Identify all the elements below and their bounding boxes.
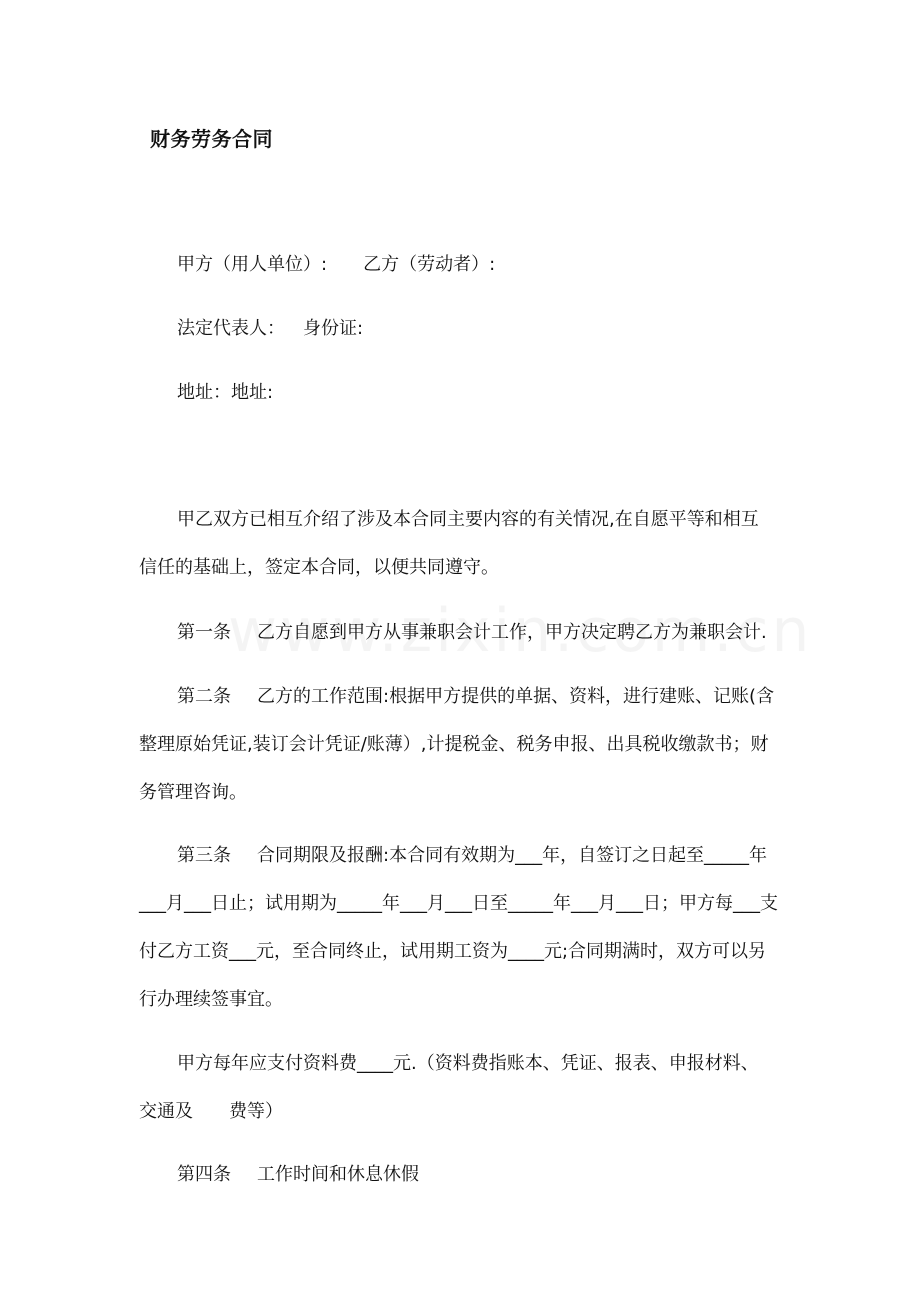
article-3-text-1: 合同期限及报酬:本合同有效期为___年，自签订之日起至_____年 <box>257 845 768 866</box>
party-a-label: 甲方（用人单位）: <box>177 254 328 275</box>
materials-line-2 <box>139 1100 283 1124</box>
article-3-line-2: ___月___日止；试用期为_____年___月___日至_____年___月___日；甲方每___支 <box>139 893 778 914</box>
article-1-text: 乙方自愿到甲方从事兼职会计工作，甲方决定聘乙方为兼职会计. <box>257 622 767 643</box>
article-2-line-2: 整理原始凭证,装订会计凭证/账薄）,计提税金、税务申报、出具税收缴款书；财 <box>139 734 769 755</box>
article-3-line-4: 行办理续签事宜。 <box>139 989 283 1010</box>
document-title: 财务劳务合同 <box>150 127 273 151</box>
article-3-label: 第三条 <box>177 845 231 866</box>
article-4 <box>177 1163 419 1187</box>
materials-line-1: 甲方每年应支付资料费____元.（资料费指账本、凭证、报表、申报材料、 <box>177 1053 759 1074</box>
article-1 <box>177 621 767 645</box>
article-2-text-1: 乙方的工作范围:根据甲方提供的单据、资料，进行建账、记账(含 <box>257 686 775 707</box>
article-4-text: 工作时间和休息休假 <box>257 1164 419 1185</box>
article-2-line-1 <box>177 685 774 709</box>
materials-text-2b: 费等） <box>229 1101 283 1122</box>
id-card-label: 身份证: <box>303 318 364 339</box>
article-4-label: 第四条 <box>177 1164 231 1185</box>
materials-text-2a: 交通及 <box>139 1101 193 1122</box>
article-2-label: 第二条 <box>177 686 231 707</box>
intro-line-2: 信任的基础上，签定本合同，以便共同遵守。 <box>139 557 499 578</box>
article-2-line-3: 务管理咨询。 <box>139 782 247 803</box>
article-3-line-1 <box>177 844 767 868</box>
intro-line-1: 甲乙双方已相互介绍了涉及本合同主要内容的有关情况,在自愿平等和相互 <box>177 509 759 530</box>
party-line <box>177 253 495 277</box>
article-3-line-3: 付乙方工资___元，至合同终止，试用期工资为____元;合同期满时，双方可以另 <box>139 941 767 962</box>
rep-line <box>177 317 363 341</box>
legal-rep-label: 法定代表人： <box>177 318 285 339</box>
article-1-label: 第一条 <box>177 622 231 643</box>
address-line: 地址：地址: <box>177 382 274 403</box>
party-b-label: 乙方（劳动者）: <box>363 254 496 275</box>
